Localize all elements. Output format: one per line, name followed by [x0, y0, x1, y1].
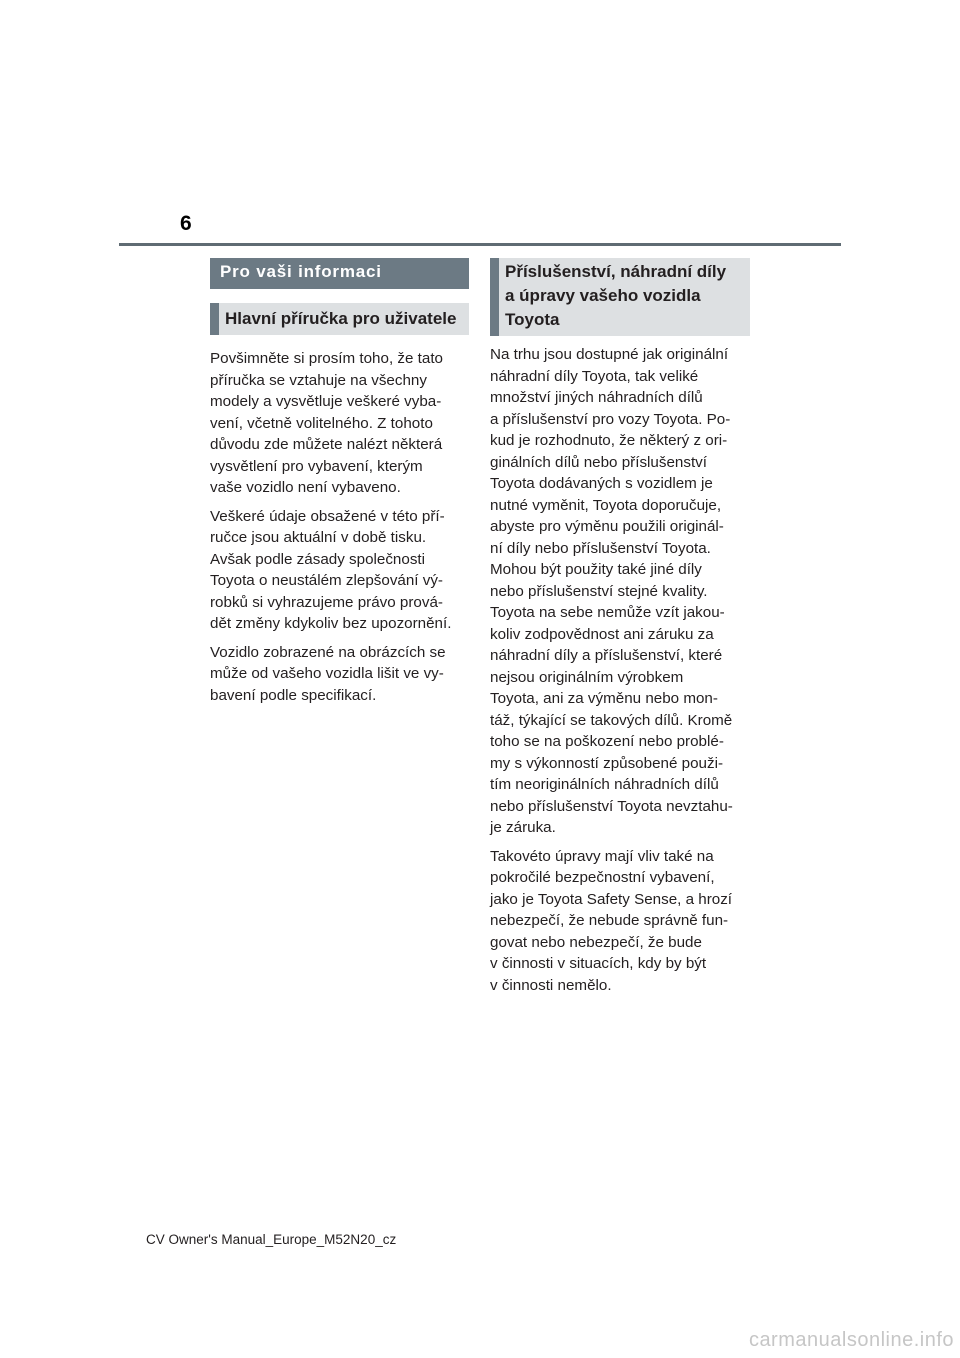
text-line: nebezpečí, že nebude správně fun-	[490, 912, 729, 929]
text-line: Toyota na sebe nemůže vzít jakou-	[490, 604, 725, 621]
text-line: Toyota o neustálém zlepšování vý-	[210, 572, 443, 589]
text-line: náhradní díly a příslušenství, které	[490, 647, 723, 664]
text-line: pokročilé bezpečnostní vybavení,	[490, 869, 715, 886]
text-line: příručka se vztahuje na všechny	[210, 371, 427, 389]
text-line: Takovéto úpravy mají vliv také na	[490, 847, 714, 865]
text-line: ní díly nebo příslušenství Toyota.	[490, 539, 711, 557]
right-column	[490, 258, 750, 1003]
text-line: tím neoriginálních náhradních dílů	[490, 776, 719, 793]
subsection-title-user-manual: Hlavní příručka pro uživatele	[210, 303, 469, 335]
paragraph	[210, 348, 469, 499]
text-line: v činnosti v situacích, kdy by být	[490, 955, 707, 972]
paragraph	[210, 642, 469, 707]
text-line: vysvětlení pro vybavení, kterým	[210, 457, 423, 475]
text-line: toho se na poškození nebo problé-	[490, 733, 724, 750]
text-line: kud je rozhodnuto, že některý z ori-	[490, 432, 728, 449]
text-line: jako je Toyota Safety Sense, a hrozí	[490, 890, 733, 908]
footer-manual-id: CV Owner's Manual_Europe_M52N20_cz	[146, 1232, 397, 1247]
paragraph	[490, 846, 750, 997]
text-line: Toyota dodávaných s vozidlem je	[490, 475, 713, 492]
text-line: Povšimněte si prosím toho, že tato	[210, 350, 443, 367]
text-line: Avšak podle zásady společnosti	[210, 550, 426, 568]
text-line: v činnosti nemělo.	[490, 976, 612, 994]
text-line: Mohou být použity také jiné díly	[490, 561, 702, 578]
text-line: vení, včetně volitelného. Z tohoto	[210, 414, 433, 432]
text-line: ručce jsou aktuální v době tisku.	[210, 529, 427, 546]
header-rule	[119, 243, 841, 246]
section-title: Pro vaši informaci	[210, 258, 469, 289]
subsection-title-line: Toyota	[505, 310, 560, 329]
text-line: Vozidlo zobrazené na obrázcích se	[210, 643, 446, 661]
text-line: táž, týkající se takových dílů. Kromě	[490, 711, 733, 729]
subsection-title-line: a úpravy vašeho vozidla	[505, 286, 701, 305]
text-line: nejsou originálním výrobkem	[490, 668, 684, 686]
text-line: je záruka.	[490, 819, 556, 836]
text-line: může od vašeho vozidla lišit ve vy-	[210, 665, 444, 682]
text-line: govat nebo nebezpečí, že bude	[490, 933, 702, 951]
text-line: modely a vysvětluje veškeré vyba-	[210, 393, 442, 410]
subsection-title-accessories	[490, 258, 750, 336]
text-line: vaše vozidlo není vybaveno.	[210, 479, 401, 496]
paragraph	[210, 506, 469, 635]
paragraph	[490, 344, 750, 839]
text-line: náhradní díly Toyota, tak veliké	[490, 367, 699, 385]
text-line: množství jiných náhradních dílů	[490, 389, 703, 406]
left-body-text	[210, 348, 469, 706]
left-column	[210, 258, 469, 713]
text-line: robků si vyhrazujeme právo prová-	[210, 593, 443, 611]
right-body-text	[490, 344, 750, 996]
watermark: carmanualsonline.info	[748, 1329, 954, 1351]
text-line: důvodu zde můžete nalézt některá	[210, 436, 443, 453]
text-line: my s výkonností způsobené použi-	[490, 754, 723, 772]
text-line: abyste pro výměnu použili originál-	[490, 518, 724, 535]
text-line: dět změny kdykoliv bez upozornění.	[210, 615, 452, 632]
text-line: ginálních dílů nebo příslušenství	[490, 453, 707, 471]
text-line: nebo příslušenství stejné kvality.	[490, 582, 708, 600]
text-line: Na trhu jsou dostupné jak originální	[490, 346, 729, 363]
text-line: bavení podle specifikací.	[210, 686, 377, 704]
text-line: Toyota, ani za výměnu nebo mon-	[490, 690, 718, 707]
text-line: nutné vyměnit, Toyota doporučuje,	[490, 496, 722, 514]
subsection-title-line: Příslušenství, náhradní díly	[505, 262, 727, 281]
text-line: nebo příslušenství Toyota nevztahu-	[490, 797, 733, 815]
page-number: 6	[180, 212, 192, 235]
text-line: koliv zodpovědnost ani záruku za	[490, 625, 714, 643]
text-line: Veškeré údaje obsažené v této pří-	[210, 507, 445, 525]
text-line: a příslušenství pro vozy Toyota. Po-	[490, 410, 731, 428]
